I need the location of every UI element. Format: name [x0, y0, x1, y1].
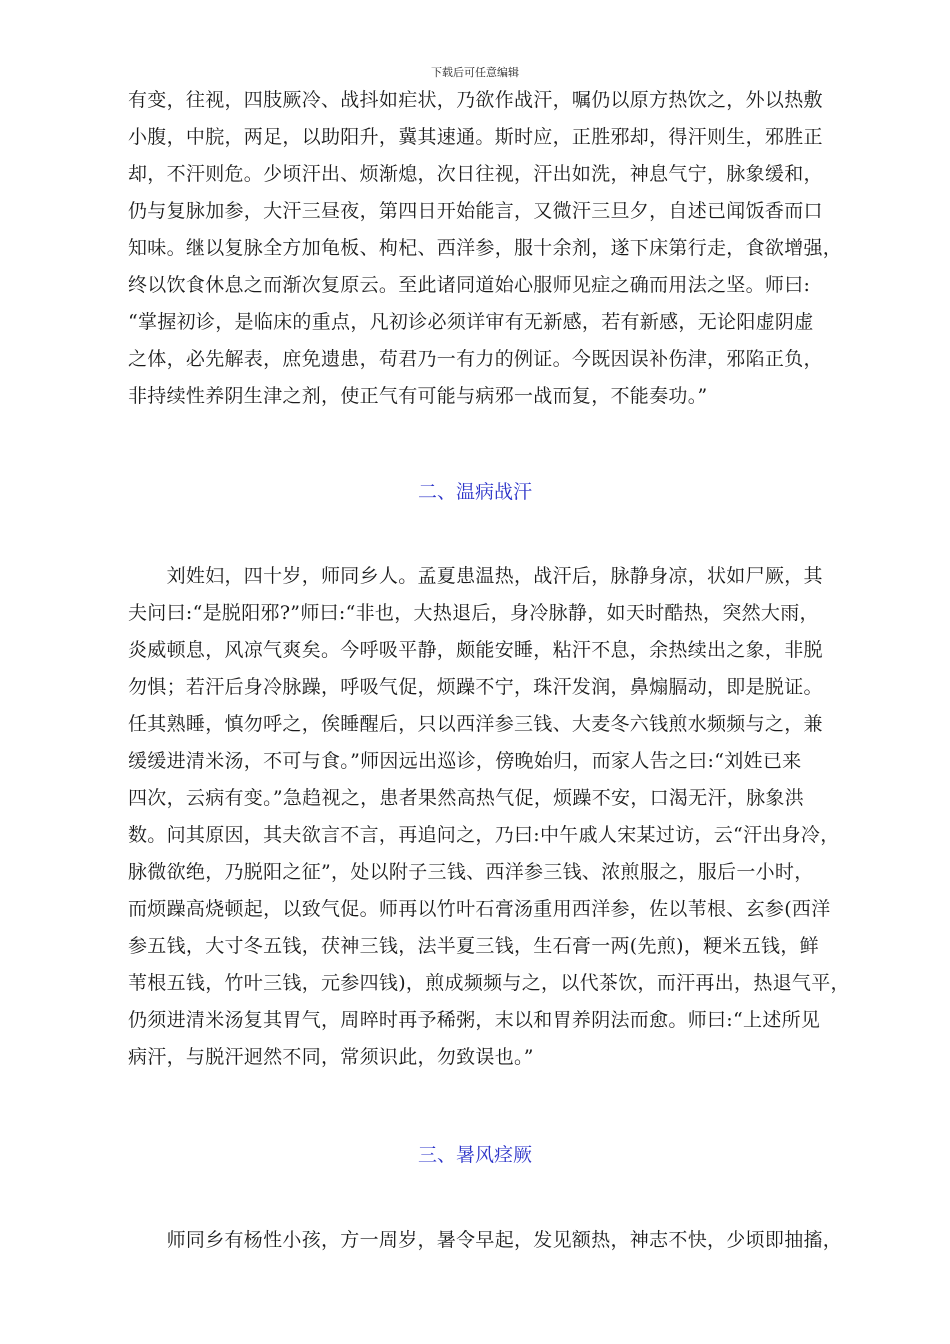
paragraph-line: 非持续性养阴生津之剂，使正气有可能与病邪一战而复，不能奏功。”	[128, 385, 708, 407]
paragraph-line: 勿惧；若汗后身冷脉躁，呼吸气促，烦躁不宁，珠汗发润，鼻煽膈动，即是脱证。	[128, 676, 823, 698]
paragraph-line: 终以饮食休息之而渐次复原云。至此诸同道始心服师见症之确而用法之坚。师曰:	[128, 274, 811, 296]
paragraph-line: 苇根五钱，竹叶三钱，元参四钱)，煎成频频与之，以代茶饮，而汗再出，热退气平，	[128, 972, 850, 994]
paragraph-line: 小腹，中脘，两足，以助阳升，冀其速通。斯时应，正胜邪却，得汗则生，邪胜正	[128, 126, 823, 148]
section1-tail-text	[128, 82, 843, 415]
paragraph-line: 知味。继以复脉全方加龟板、枸杞、西洋参，服十余剂，遂下床第行走，食欲增强，	[128, 237, 843, 259]
paragraph-line: 师同乡有杨性小孩，方一周岁，暑令早起，发见额热，神志不快，少顷即抽搐，	[128, 1229, 843, 1251]
paragraph-line: 数。问其原因，其夫欲言不言，再追问之，乃曰:中午戚人宋某过访，云“汗出身冷，	[128, 824, 840, 846]
section3-text	[128, 1222, 843, 1259]
section-heading: 二、温病战汗	[417, 481, 532, 503]
paragraph-line: 缓缓进清米汤，不可与食。”师因远出巡诊，傍晚始归，而家人告之曰:“刘姓已来	[128, 750, 802, 772]
paragraph-line: 病汗，与脱汗迥然不同，常须识此，勿致误也。”	[128, 1046, 534, 1068]
paragraph-line: 炎威顿息，风凉气爽矣。今呼吸平静，颇能安睡，粘汗不息，余热续出之象，非脱	[128, 639, 823, 661]
paragraph-line: 夫问曰:“是脱阳邪?”师曰:“非也，大热退后，身冷脉静，如天时酷热，突然大雨，	[128, 602, 819, 624]
header-note: 下载后可任意编辑	[431, 66, 519, 79]
paragraph-line: 刘姓妇，四十岁，师同乡人。孟夏患温热，战汗后，脉静身凉，状如尸厥，其	[128, 565, 823, 587]
paragraph-line: 有变，往视，四肢厥冷、战抖如疟状，乃欲作战汗，嘱仍以原方热饮之，外以热敷	[128, 89, 823, 111]
section2-text	[128, 558, 850, 1076]
paragraph-line: 任其熟睡，慎勿呼之，俟睡醒后，只以西洋参三钱、大麦冬六钱煎水频频与之，兼	[128, 713, 823, 735]
paragraph-line: 却，不汗则危。少顷汗出、烦渐熄，次日往视，汗出如洗，神息气宁，脉象缓和，	[128, 163, 823, 185]
paragraph-line: 仍须进清米汤复其胃气，周晬时再予稀粥，末以和胃养阴法而愈。师曰:“上述所见	[128, 1009, 821, 1031]
paragraph-line: 仍与复脉加参，大汗三昼夜，第四日开始能言，又微汗三旦夕，自述已闻饭香而口	[128, 200, 823, 222]
paragraph-line: 参五钱，大寸冬五钱，茯神三钱，法半夏三钱，生石膏一两(先煎)，粳米五钱，鲜	[128, 935, 819, 957]
paragraph-line: 而烦躁高烧顿起，以致气促。师再以竹叶石膏汤重用西洋参，佐以苇根、玄参(西洋	[128, 898, 831, 920]
paragraph-line: 之体，必先解表，庶免遗患，苟君乃一有力的例证。今既因误补伤津，邪陷正负，	[128, 348, 823, 370]
paragraph-line: 脉微欲绝，乃脱阳之征”，处以附子三钱、西洋参三钱、浓煎服之，服后一小时，	[128, 861, 814, 883]
section-heading: 三、暑风痉厥	[417, 1144, 532, 1166]
paragraph-line: 四次，云病有变。”急趋视之，患者果然高热气促，烦躁不安，口渴无汗，脉象洪	[128, 787, 805, 809]
paragraph-line: “掌握初诊，是临床的重点，凡初诊必须详审有无新感，若有新感，无论阳虚阴虚	[128, 311, 814, 333]
